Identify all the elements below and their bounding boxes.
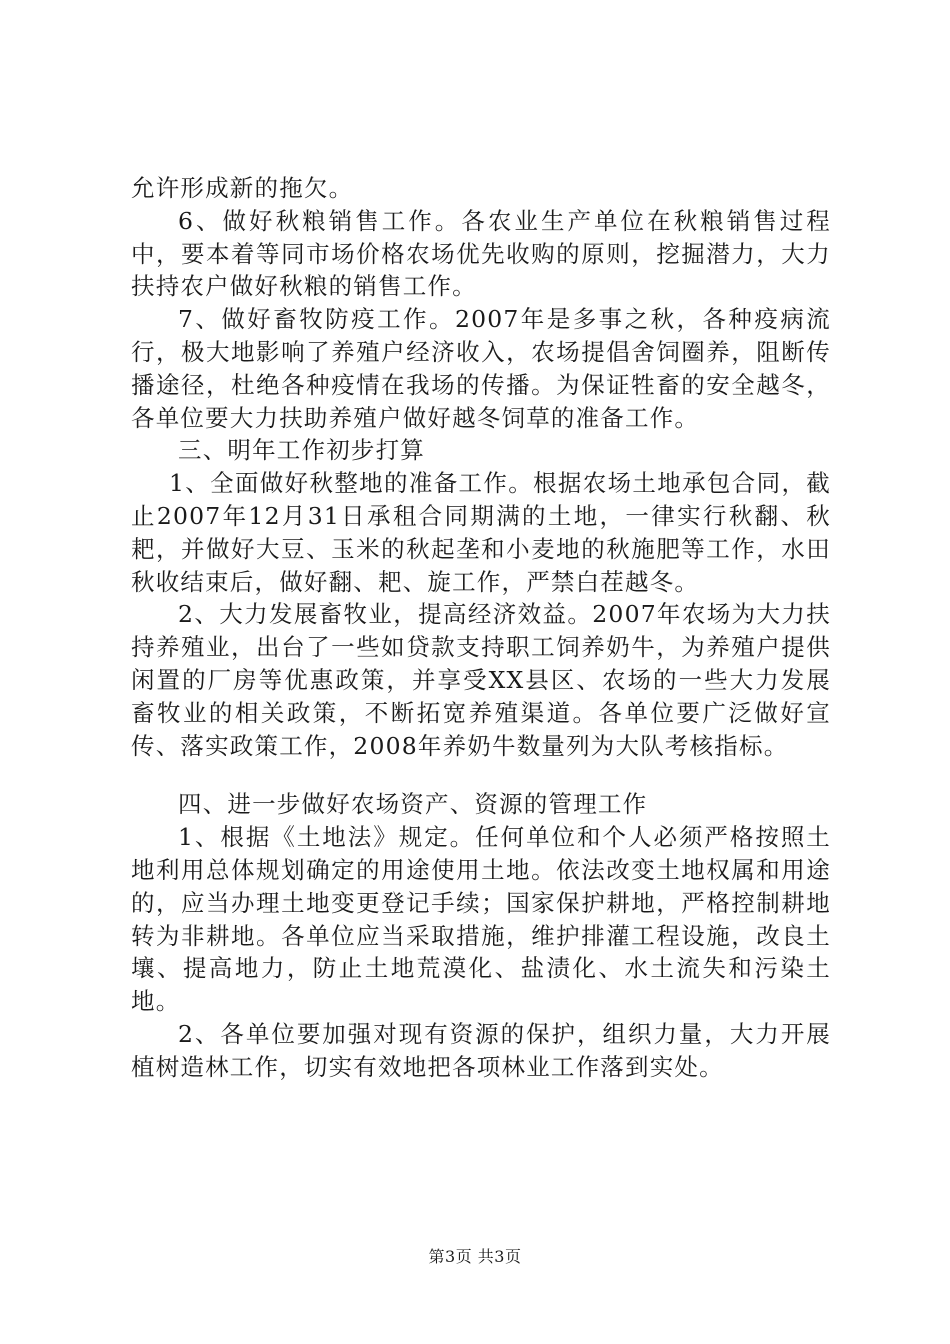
paragraph-asset-2-resource-protection: 2、各单位要加强对现有资源的保护，组织力量，大力开展植树造林工作，切实有效地把各项林业工作落到实处。 xyxy=(131,1019,831,1081)
paragraph-plan-1-autumn-land-preparation: 1、全面做好秋整地的准备工作。根据农场土地承包合同，截止2007年12月31日承租合同期满的土地，一律实行秋翻、秋耙，并做好大豆、玉米的秋起垄和小麦地的秋施肥等工作，水田秋收结束后，做好翻、耙、旋工作，严禁白茬越冬。 xyxy=(131,469,831,596)
paragraph-item-7-livestock-epidemic-prevention: 7、做好畜牧防疫工作。2007年是多事之秋，各种疫病流行，极大地影响了养殖户经济收入，农场提倡舍饲圈养，阻断传播途径，杜绝各种疫情在我场的传播。为保证牲畜的安全越冬，各单位要大力扶助养殖户做好越冬饲草的准备工作。 xyxy=(131,305,831,432)
section-heading-3-next-year-plan: 三、明年工作初步打算 xyxy=(178,436,425,465)
document-body xyxy=(131,172,831,1084)
section-heading-4-asset-management: 四、进一步做好农场资产、资源的管理工作 xyxy=(178,790,648,819)
page-number-footer: 第3页 共3页 xyxy=(428,1247,522,1266)
paragraph-continuation: 允许形成新的拖欠。 xyxy=(131,174,354,202)
paragraph-item-6-autumn-grain-sales: 6、做好秋粮销售工作。各农业生产单位在秋粮销售过程中，要本着等同市场价格农场优先收购的原则，挖掘潜力，大力扶持农户做好秋粮的销售工作。 xyxy=(131,206,831,301)
paragraph-plan-2-animal-husbandry: 2、大力发展畜牧业，提高经济效益。2007年农场为大力扶持养殖业，出台了一些如贷款支持职工饲养奶牛，为养殖户提供闲置的厂房等优惠政策，并享受XX县区、农场的一些大力发展畜牧业的相关政策，不断拓宽养殖渠道。各单位要广泛做好宣传、落实政策工作，2008年养奶牛数量列为大队考核指标。 xyxy=(131,600,831,760)
paragraph-asset-1-land-law: 1、根据《土地法》规定。任何单位和个人必须严格按照土地利用总体规划确定的用途使用土地。依法改变土地权属和用途的，应当办理土地变更登记手续；国家保护耕地，严格控制耕地转为非耕地。各单位应当采取措施，维护排灌工程设施，改良土壤、提高地力，防止土地荒漠化、盐渍化、水土流失和污染土地。 xyxy=(131,823,831,1016)
